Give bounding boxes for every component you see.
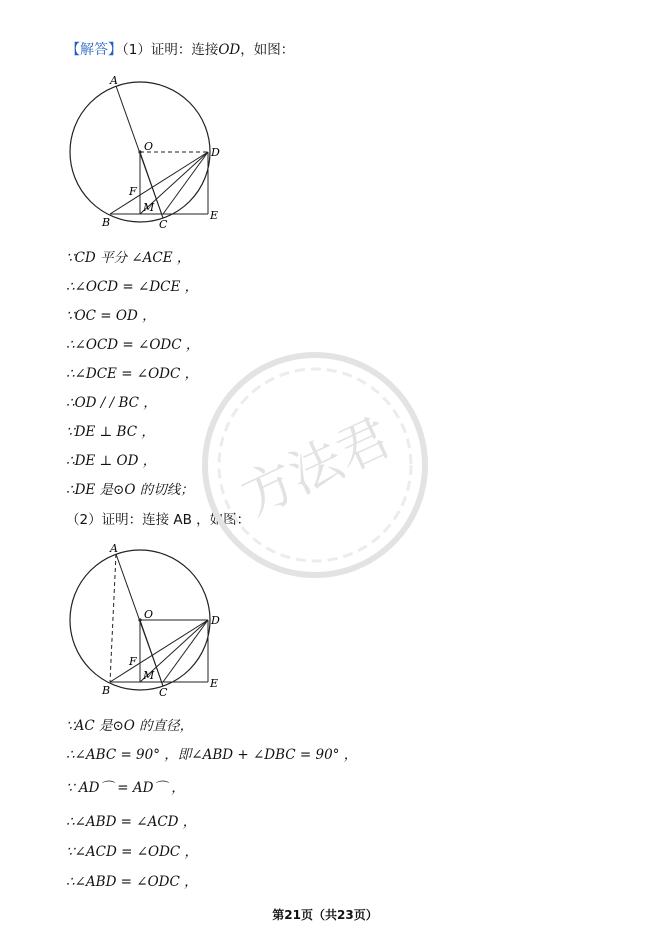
proof1-line-5: ∴∠DCE = ∠ODC ， <box>66 366 199 382</box>
label-a-2: A <box>110 542 118 555</box>
geometry-figure-1 <box>60 72 230 237</box>
label-o-2: O <box>144 608 154 621</box>
point-o <box>138 150 141 153</box>
label-f: F <box>129 185 137 198</box>
answer-tag: 【解答】 <box>66 42 122 58</box>
proof1-line-7: ∵DE ⊥ BC ， <box>66 424 155 440</box>
proof2-line-4: ∴∠ABD = ∠ACD ， <box>66 814 197 830</box>
proof2-line-5: ∵∠ACD = ∠ODC ， <box>66 844 199 860</box>
label-a: A <box>110 74 118 87</box>
proof1-line-8: ∴DE ⊥ OD ， <box>66 453 157 469</box>
part1-heading <box>66 38 294 59</box>
part1-prefix: （1）证明：连接 <box>122 42 219 58</box>
proof1-line-2: ∴∠OCD = ∠DCE ， <box>66 279 199 295</box>
label-o: O <box>144 140 154 153</box>
watermark-seal <box>195 345 435 585</box>
label-d-2: D <box>211 614 220 627</box>
label-b: B <box>102 216 111 229</box>
seg-bd <box>110 152 208 214</box>
proof1-line-4: ∴∠OCD = ∠ODC ， <box>66 337 200 353</box>
point-o-2 <box>138 618 141 621</box>
page-footer: 第21页（共23页） <box>272 908 378 922</box>
label-e: E <box>210 209 219 222</box>
part1-suffix: ，如图： <box>240 42 295 58</box>
label-c: C <box>159 218 168 231</box>
proof2-line-3: ∵ AD⌒ = AD⌒ ， <box>66 780 185 796</box>
part2-heading: （2）证明：连接 AB ，如图： <box>66 512 251 528</box>
proof2-line-2: ∴∠ABC = 90° ，即∠ABD + ∠DBC = 90° ， <box>66 747 358 763</box>
seg-ab-dashed <box>110 554 116 682</box>
part1-od: OD <box>218 42 241 58</box>
seg-bd-2 <box>110 620 208 682</box>
label-f-2: F <box>129 655 137 668</box>
proof2-line-6: ∴∠ABD = ∠ODC ， <box>66 874 198 890</box>
proof1-line-9: ∴DE 是⊙O 的切线； <box>66 482 194 498</box>
label-d: D <box>211 146 220 159</box>
watermark-text: 方法君 <box>232 407 400 528</box>
label-e-2: E <box>210 677 219 690</box>
proof1-line-1: ∵CD 平分 ∠ACE ， <box>66 250 191 266</box>
label-c-2: C <box>159 686 168 699</box>
proof1-line-3: ∵OC = OD ， <box>66 308 156 324</box>
label-b-2: B <box>102 684 111 697</box>
proof2-line-1: ∵AC 是⊙O 的直径， <box>66 718 194 734</box>
proof1-line-6: ∴OD / / BC ， <box>66 395 157 411</box>
label-m-2: M <box>143 669 155 682</box>
label-m: M <box>143 201 155 214</box>
